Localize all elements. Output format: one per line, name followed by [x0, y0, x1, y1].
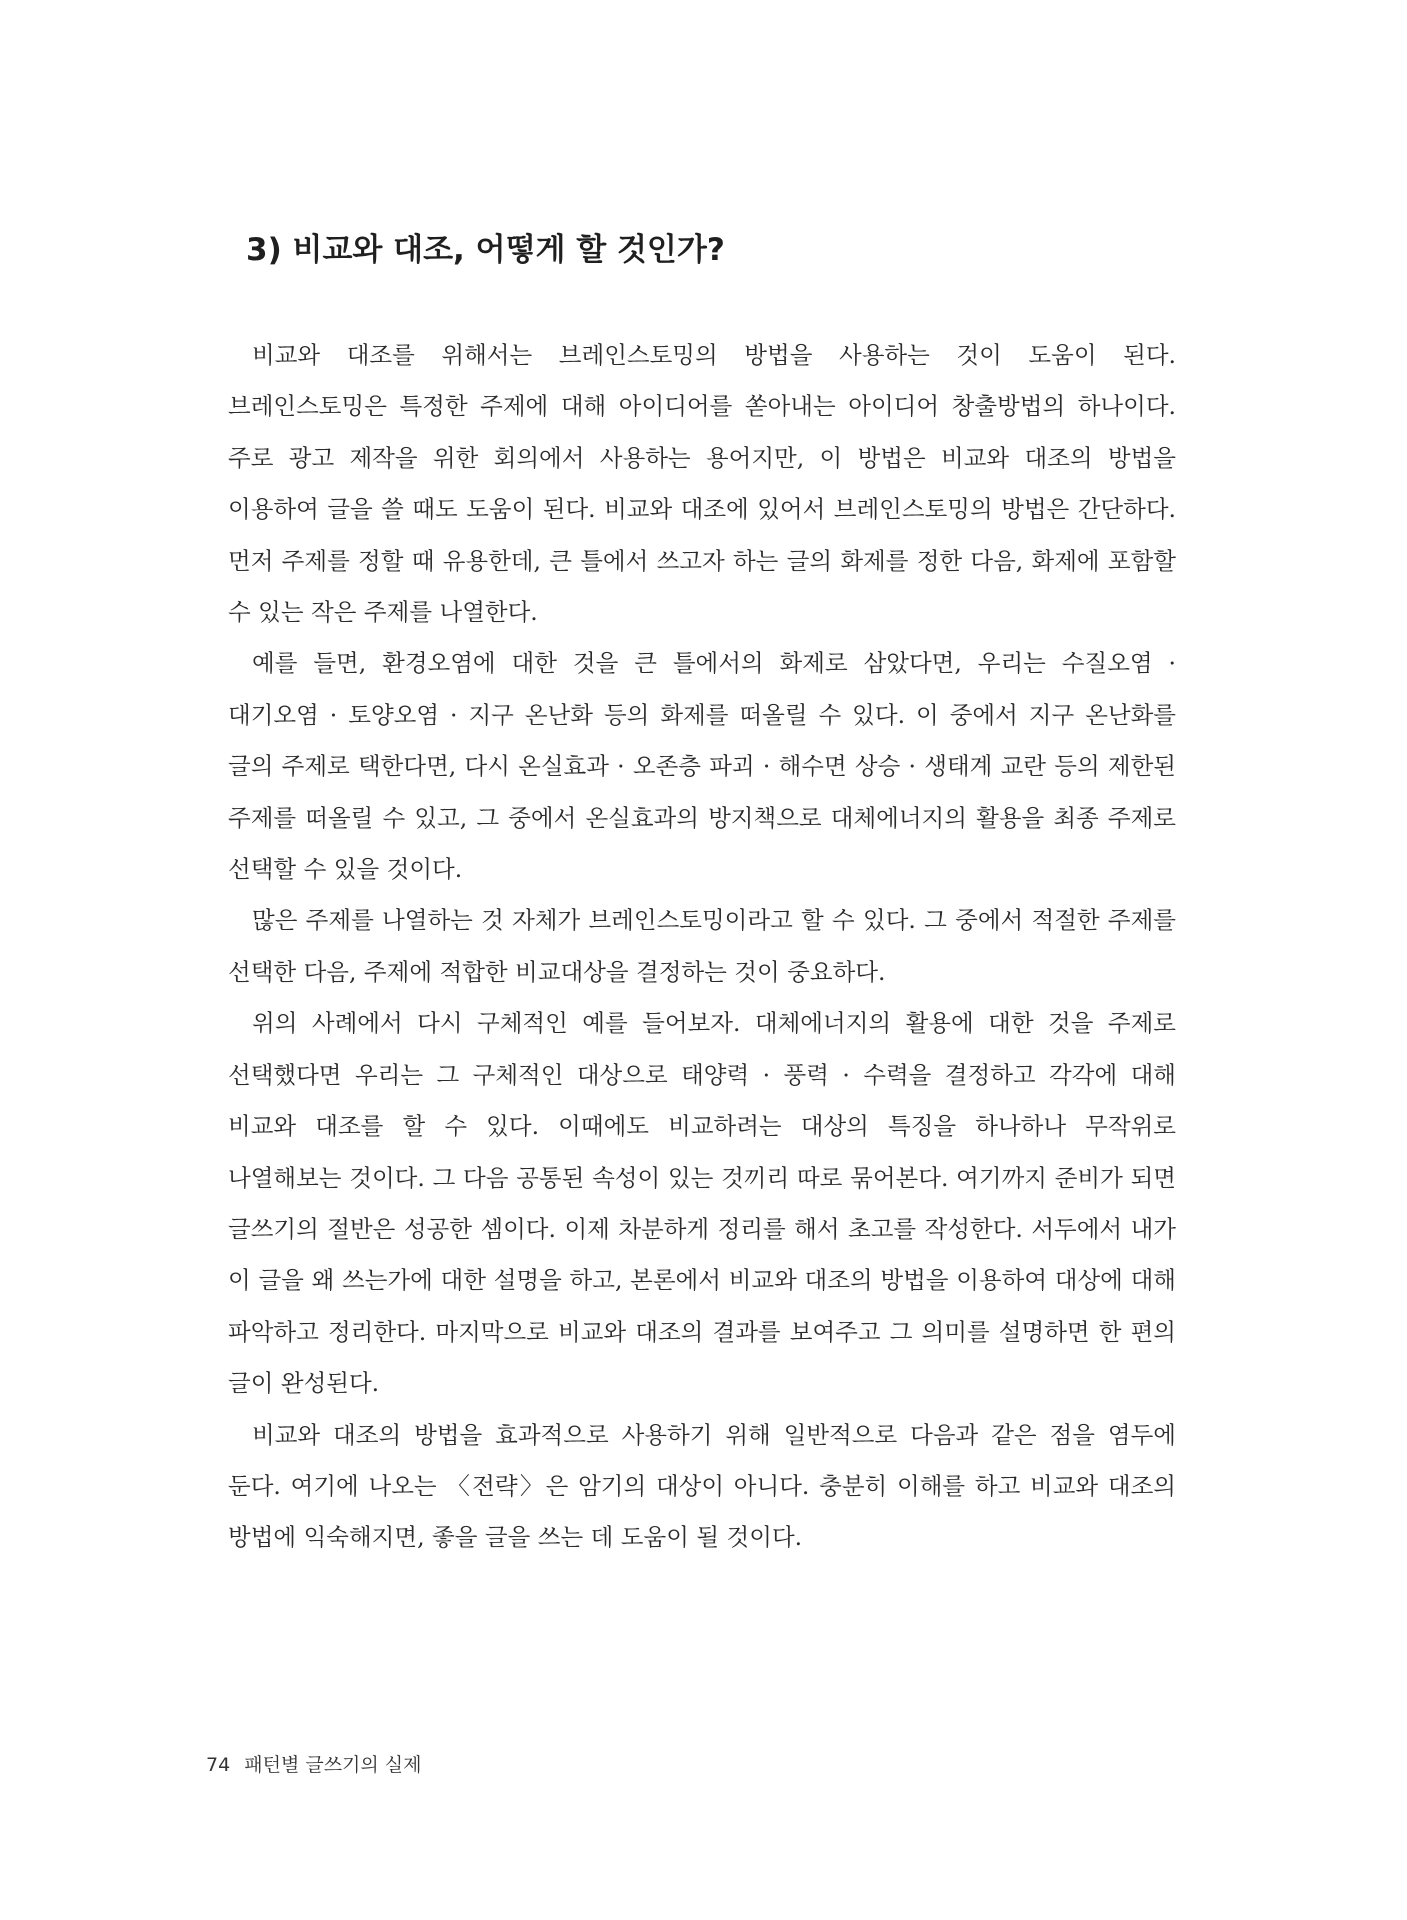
body-text	[228, 330, 1176, 1564]
paragraph: 비교와 대조를 위해서는 브레인스토밍의 방법을 사용하는 것이 도움이 된다. 브레인스토밍은 특정한 주제에 대해 아이디어를 쏟아내는 아이디어 창출방법의 하나이다. 주로 광고 제작을 위한 회의에서 사용하는 용어지만, 이 방법은 비교와 대조의 방법을 이용하여 글을 쓸 때도 도움이 된다. 비교와 대조에 있어서 브레인스토밍의 방법은 간단하다. 먼저 주제를 정할 때 유용한데, 큰 틀에서 쓰고자 하는 글의 화제를 정한 다음, 화제에 포함할 수 있는 작은 주제를 나열한다.	[228, 341, 1176, 627]
page-footer	[206, 1752, 422, 1778]
paragraph: 예를 들면, 환경오염에 대한 것을 큰 틀에서의 화제로 삼았다면, 우리는 수질오염 · 대기오염 · 토양오염 · 지구 온난화 등의 화제를 떠올릴 수 있다. 이 중에서 지구 온난화를 글의 주제로 택한다면, 다시 온실효과 · 오존층 파괴 · 해수면 상승 · 생태계 교란 등의 제한된 주제를 떠올릴 수 있고, 그 중에서 온실효과의 방지책으로 대체에너지의 활용을 최종 주제로 선택할 수 있을 것이다.	[228, 649, 1176, 884]
paragraph: 많은 주제를 나열하는 것 자체가 브레인스토밍이라고 할 수 있다. 그 중에서 적절한 주제를 선택한 다음, 주제에 적합한 비교대상을 결정하는 것이 중요하다.	[228, 906, 1176, 986]
page-number: 74	[206, 1754, 231, 1776]
book-title: 패턴별 글쓰기의 실제	[244, 1754, 422, 1776]
paragraph: 위의 사례에서 다시 구체적인 예를 들어보자. 대체에너지의 활용에 대한 것을 주제로 선택했다면 우리는 그 구체적인 대상으로 태양력 · 풍력 · 수력을 결정하고 각각에 대해 비교와 대조를 할 수 있다. 이때에도 비교하려는 대상의 특징을 하나하나 무작위로 나열해보는 것이다. 그 다음 공통된 속성이 있는 것끼리 따로 묶어본다. 여기까지 준비가 되면 글쓰기의 절반은 성공한 셈이다. 이제 차분하게 정리를 해서 초고를 작성한다. 서두에서 내가 이 글을 왜 쓰는가에 대한 설명을 하고, 본론에서 비교와 대조의 방법을 이용하여 대상에 대해 파악하고 정리한다. 마지막으로 비교와 대조의 결과를 보여주고 그 의미를 설명하면 한 편의 글이 완성된다.	[228, 1009, 1176, 1398]
paragraph: 비교와 대조의 방법을 효과적으로 사용하기 위해 일반적으로 다음과 같은 점을 염두에 둔다. 여기에 나오는 〈전략〉은 암기의 대상이 아니다. 충분히 이해를 하고 비교와 대조의 방법에 익숙해지면, 좋을 글을 쓰는 데 도움이 될 것이다.	[228, 1420, 1176, 1552]
section-heading: 3) 비교와 대조, 어떻게 할 것인가?	[246, 232, 725, 268]
